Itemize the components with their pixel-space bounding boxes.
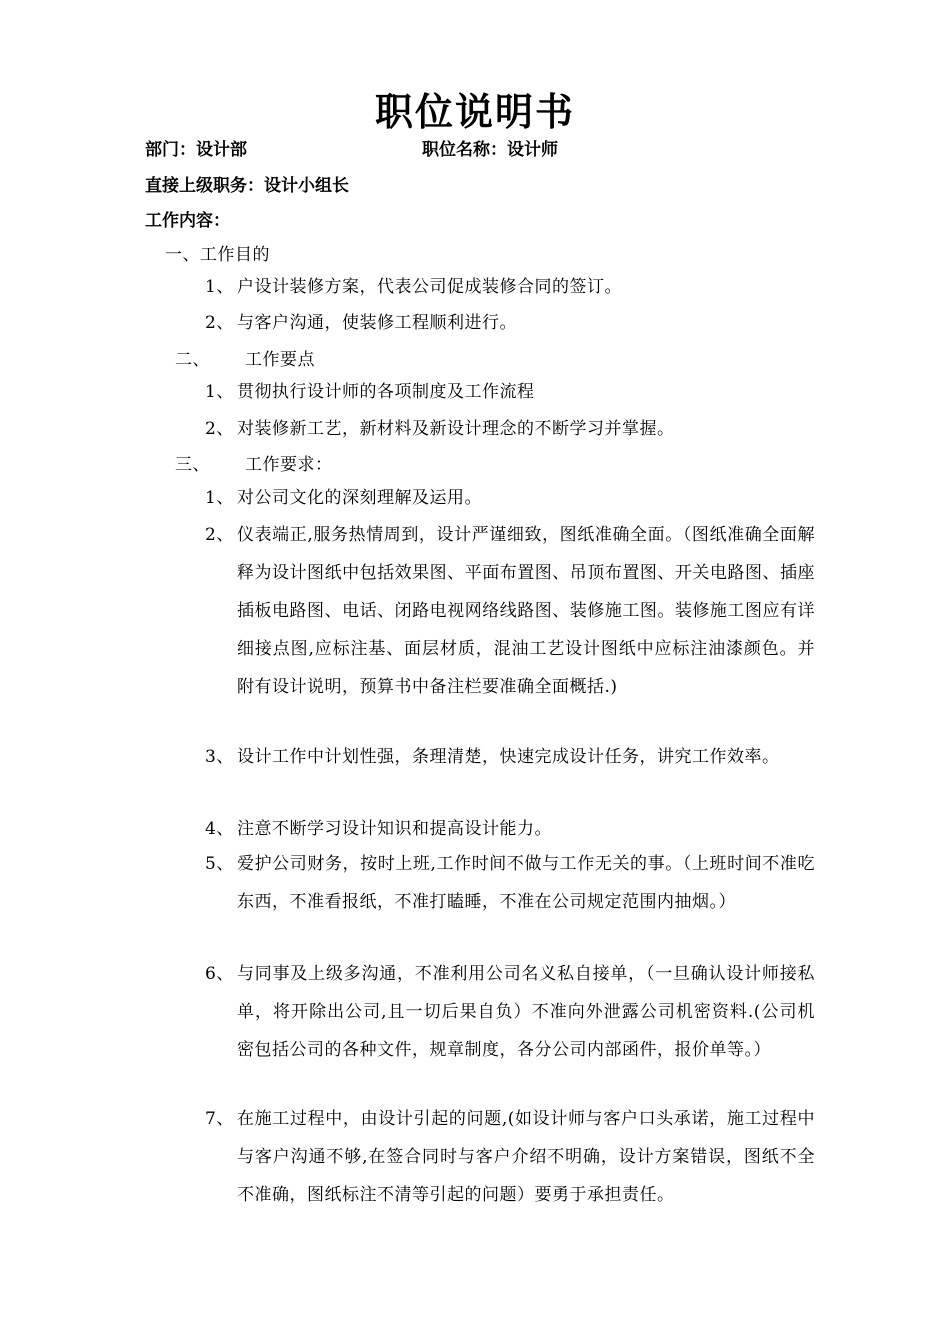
item-text: 对装修新工艺，新材料及新设计理念的不断学习并掌握。 xyxy=(237,419,675,439)
section-title: 工作要求： xyxy=(245,455,333,475)
item-number: 2、 xyxy=(205,313,234,333)
list-item xyxy=(205,479,815,517)
item-number: 6、 xyxy=(205,964,234,984)
item-number: 1、 xyxy=(205,382,234,402)
meta-row-department xyxy=(145,138,558,162)
section-number: 二、 xyxy=(175,350,210,370)
list-item xyxy=(205,410,815,448)
item-number: 1、 xyxy=(205,277,234,297)
list-item xyxy=(205,268,815,306)
list-item xyxy=(205,373,815,411)
content-heading: 工作内容： xyxy=(145,211,230,231)
list-item xyxy=(205,1100,815,1214)
item-number: 4、 xyxy=(205,819,234,839)
item-number: 2、 xyxy=(205,419,234,439)
item-text: 与客户沟通，使装修工程顺利进行。 xyxy=(237,313,517,333)
department-label: 部门：设计部 xyxy=(145,140,247,160)
list-item xyxy=(205,516,815,706)
section-number: 三、 xyxy=(175,455,210,475)
item-text: 贯彻执行设计师的各项制度及工作流程 xyxy=(237,382,535,402)
item-text: 爱护公司财务，按时上班,工作时间不做与工作无关的事。（上班时间不准吃东西，不准看报纸，不准打瞌睡，不准在公司规定范围内抽烟。） xyxy=(237,854,815,912)
item-number: 7、 xyxy=(205,1109,234,1129)
item-text: 对公司文化的深刻理解及运用。 xyxy=(237,488,482,508)
item-number: 2、 xyxy=(205,525,234,545)
document-title: 职位说明书 xyxy=(374,89,575,134)
item-text: 户设计装修方案，代表公司促成装修合同的签订。 xyxy=(237,277,622,297)
list-item xyxy=(205,738,815,776)
list-item xyxy=(205,955,815,1069)
item-text: 仪表端正,服务热情周到，设计严谨细致，图纸准确全面。（图纸准确全面解释为设计图纸中包括效果图、平面布置图、吊顶布置图、开关电路图、插座插板电路图、电话、闭路电视网络线路图、装修施工图。装修施工图应有详细接点图,应标注基、面层材质，混油工艺设计图纸中应标注油漆颜色。并附有设计说明，预算书中备注栏要准确全面概括.) xyxy=(237,525,815,697)
item-text: 在施工过程中，由设计引起的问题,(如设计师与客户口头承诺，施工过程中与客户沟通不够,在签合同时与客户介绍不明确，设计方案错误，图纸不全不准确，图纸标注不清等引起的问题）要勇于承担责任。 xyxy=(237,1109,815,1205)
section-heading-3 xyxy=(175,453,333,477)
list-item xyxy=(205,304,815,342)
list-item xyxy=(205,810,815,848)
section-heading-2 xyxy=(175,348,315,372)
item-text: 注意不断学习设计知识和提高设计能力。 xyxy=(237,819,552,839)
section-title: 工作要点 xyxy=(245,350,315,370)
superior-label: 直接上级职务：设计小组长 xyxy=(145,176,349,196)
item-number: 5、 xyxy=(205,854,234,874)
position-label: 职位名称：设计师 xyxy=(422,140,558,160)
item-text: 设计工作中计划性强，条理清楚，快速完成设计任务，讲究工作效率。 xyxy=(237,747,780,767)
section-heading-1: 一、工作目的 xyxy=(165,245,270,265)
item-text: 与同事及上级多沟通，不准利用公司名义私自接单，（一旦确认设计师接私单，将开除出公司,且一切后果自负）不准向外泄露公司机密资料.(公司机密包括公司的各种文件，规章制度，各分公司内部函件，报价单等。） xyxy=(237,964,815,1060)
list-item xyxy=(205,845,815,921)
item-number: 1、 xyxy=(205,488,234,508)
item-number: 3、 xyxy=(205,747,234,767)
